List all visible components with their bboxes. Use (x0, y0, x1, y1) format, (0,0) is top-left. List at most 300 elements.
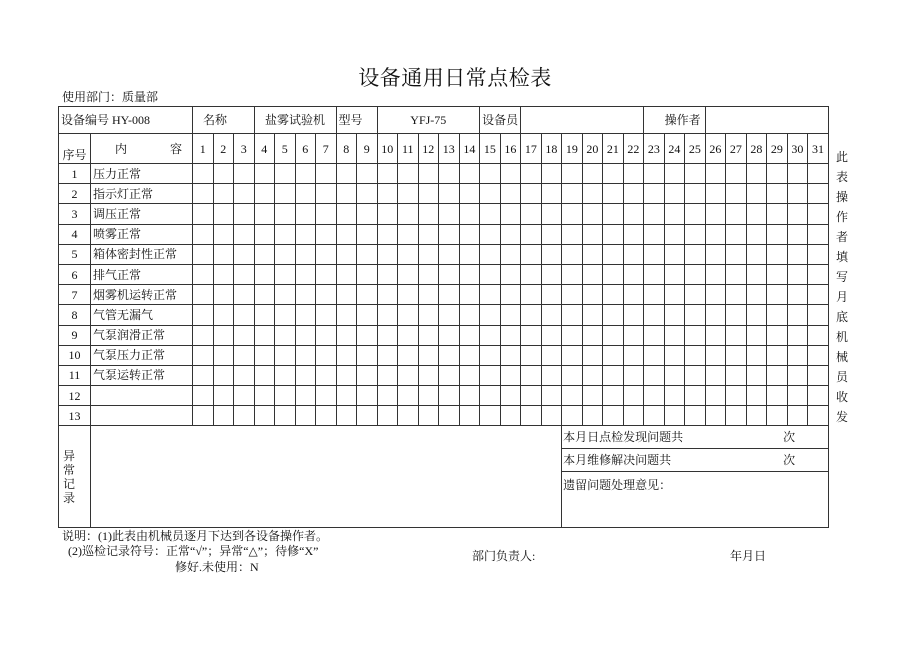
check-cell (316, 345, 337, 365)
check-cell (726, 244, 747, 264)
check-cell (336, 325, 357, 345)
check-cell (541, 406, 562, 426)
check-cell (521, 406, 542, 426)
check-cell (500, 204, 521, 224)
check-cell (562, 305, 583, 325)
abnormal-row-found (59, 426, 829, 449)
check-cell (213, 325, 234, 345)
check-cell (767, 264, 788, 284)
check-cell (664, 406, 685, 426)
check-cell (644, 325, 665, 345)
check-cell (234, 365, 255, 385)
check-cell (357, 365, 378, 385)
column-header-row (59, 134, 829, 164)
check-cell (357, 224, 378, 244)
check-cell (439, 365, 460, 385)
check-cell (336, 184, 357, 204)
check-cell (521, 244, 542, 264)
item-seq: 10 (59, 345, 91, 365)
check-cell (439, 264, 460, 284)
check-cell (336, 285, 357, 305)
check-cell (439, 386, 460, 406)
day-header-24: 24 (664, 134, 685, 164)
form-title: 设备通用日常点检表 (358, 66, 552, 90)
check-cell (234, 345, 255, 365)
item-content: 排气正常 (91, 264, 193, 284)
name-value: 盐雾试验机 (254, 107, 336, 134)
check-cell (439, 244, 460, 264)
footnote-1: 说明：(1)此表由机械员逐月下达到各设备操作者。 (62, 529, 328, 543)
check-cell (726, 365, 747, 385)
check-cell (685, 244, 706, 264)
day-header-31: 31 (808, 134, 829, 164)
check-cell (193, 224, 214, 244)
check-cell (316, 305, 337, 325)
check-cell (521, 386, 542, 406)
item-seq: 6 (59, 264, 91, 284)
check-cell (808, 386, 829, 406)
check-cell (213, 264, 234, 284)
item-row (59, 264, 829, 284)
check-cell (685, 325, 706, 345)
check-cell (726, 285, 747, 305)
check-cell (418, 184, 439, 204)
check-cell (193, 365, 214, 385)
check-cell (295, 406, 316, 426)
check-cell (459, 386, 480, 406)
check-cell (623, 164, 644, 184)
check-cell (521, 164, 542, 184)
day-header-8: 8 (336, 134, 357, 164)
check-cell (459, 325, 480, 345)
check-cell (213, 224, 234, 244)
check-cell (275, 386, 296, 406)
day-header-29: 29 (767, 134, 788, 164)
check-cell (562, 365, 583, 385)
check-cell (459, 164, 480, 184)
remaining-issues-cell (562, 472, 829, 528)
check-cell (521, 365, 542, 385)
check-cell (705, 386, 726, 406)
check-cell (521, 345, 542, 365)
item-row (59, 406, 829, 426)
check-cell (193, 345, 214, 365)
day-header-23: 23 (644, 134, 665, 164)
check-cell (254, 224, 275, 244)
check-cell (295, 325, 316, 345)
check-cell (336, 224, 357, 244)
check-cell (746, 164, 767, 184)
check-cell (767, 386, 788, 406)
equipment-info-row (59, 107, 829, 134)
check-cell (726, 406, 747, 426)
check-cell (439, 164, 460, 184)
model-label: 型号 (336, 107, 377, 134)
day-header-9: 9 (357, 134, 378, 164)
check-cell (685, 285, 706, 305)
check-cell (603, 224, 624, 244)
item-row (59, 365, 829, 385)
item-seq: 7 (59, 285, 91, 305)
check-cell (603, 204, 624, 224)
check-cell (746, 345, 767, 365)
check-cell (480, 406, 501, 426)
day-header-5: 5 (275, 134, 296, 164)
item-row (59, 244, 829, 264)
check-cell (254, 386, 275, 406)
item-row (59, 204, 829, 224)
check-cell (787, 204, 808, 224)
check-cell (336, 164, 357, 184)
check-cell (705, 224, 726, 244)
check-cell (705, 325, 726, 345)
item-row (59, 325, 829, 345)
check-cell (418, 305, 439, 325)
check-cell (316, 164, 337, 184)
check-cell (193, 325, 214, 345)
check-cell (808, 224, 829, 244)
check-cell (377, 244, 398, 264)
check-cell (234, 264, 255, 284)
check-cell (705, 305, 726, 325)
item-seq: 9 (59, 325, 91, 345)
check-cell (644, 164, 665, 184)
check-cell (213, 164, 234, 184)
check-cell (439, 325, 460, 345)
check-cell (480, 345, 501, 365)
check-cell (336, 365, 357, 385)
item-seq: 12 (59, 386, 91, 406)
inspection-table (58, 106, 829, 528)
day-header-12: 12 (418, 134, 439, 164)
check-cell (562, 264, 583, 284)
check-cell (521, 224, 542, 244)
check-cell (439, 184, 460, 204)
check-cell (787, 285, 808, 305)
check-cell (603, 406, 624, 426)
item-content: 箱体密封性正常 (91, 244, 193, 264)
check-cell (459, 224, 480, 244)
check-cell (726, 305, 747, 325)
check-cell (644, 365, 665, 385)
check-cell (398, 204, 419, 224)
check-cell (480, 386, 501, 406)
check-cell (746, 365, 767, 385)
check-cell (623, 244, 644, 264)
check-cell (480, 264, 501, 284)
item-seq: 11 (59, 365, 91, 385)
day-header-15: 15 (480, 134, 501, 164)
check-cell (213, 406, 234, 426)
check-cell (808, 164, 829, 184)
item-row (59, 184, 829, 204)
check-cell (480, 184, 501, 204)
check-cell (398, 345, 419, 365)
check-cell (234, 204, 255, 224)
check-cell (377, 305, 398, 325)
check-cell (582, 305, 603, 325)
check-cell (275, 224, 296, 244)
check-cell (500, 386, 521, 406)
check-cell (398, 285, 419, 305)
check-cell (459, 204, 480, 224)
day-header-2: 2 (213, 134, 234, 164)
item-seq: 2 (59, 184, 91, 204)
department-label: 使用部门：质量部 (62, 90, 159, 104)
check-cell (726, 386, 747, 406)
check-cell (439, 345, 460, 365)
check-cell (521, 204, 542, 224)
check-cell (562, 345, 583, 365)
check-cell (623, 365, 644, 385)
name-label: 名称 (193, 107, 255, 134)
day-header-27: 27 (726, 134, 747, 164)
solved-count-line (562, 450, 828, 471)
check-cell (582, 406, 603, 426)
day-header-26: 26 (705, 134, 726, 164)
check-cell (685, 345, 706, 365)
check-cell (746, 264, 767, 284)
check-cell (295, 224, 316, 244)
item-seq: 8 (59, 305, 91, 325)
check-cell (357, 325, 378, 345)
check-cell (562, 406, 583, 426)
check-cell (377, 285, 398, 305)
check-cell (316, 264, 337, 284)
check-cell (193, 204, 214, 224)
check-cell (644, 224, 665, 244)
check-cell (623, 305, 644, 325)
check-cell (664, 285, 685, 305)
check-cell (398, 224, 419, 244)
check-cell (582, 224, 603, 244)
check-cell (562, 224, 583, 244)
check-cell (541, 325, 562, 345)
check-cell (398, 244, 419, 264)
check-cell (644, 204, 665, 224)
day-header-18: 18 (541, 134, 562, 164)
check-cell (767, 285, 788, 305)
check-cell (275, 325, 296, 345)
solved-count-unit: 次 (783, 452, 796, 467)
check-cell (254, 285, 275, 305)
check-cell (808, 244, 829, 264)
check-cell (685, 164, 706, 184)
check-cell (685, 406, 706, 426)
check-cell (254, 204, 275, 224)
day-header-30: 30 (787, 134, 808, 164)
check-cell (787, 325, 808, 345)
check-cell (377, 184, 398, 204)
check-cell (767, 345, 788, 365)
check-cell (295, 365, 316, 385)
check-cell (500, 244, 521, 264)
check-cell (623, 386, 644, 406)
check-cell (418, 325, 439, 345)
check-cell (193, 184, 214, 204)
check-cell (193, 164, 214, 184)
check-cell (767, 224, 788, 244)
check-cell (644, 244, 665, 264)
check-cell (500, 224, 521, 244)
check-cell (398, 305, 419, 325)
item-row (59, 345, 829, 365)
equipment-number: 设备编号 HY-008 (59, 107, 193, 134)
check-cell (685, 224, 706, 244)
check-cell (623, 285, 644, 305)
check-cell (521, 285, 542, 305)
check-cell (377, 224, 398, 244)
check-cell (562, 325, 583, 345)
check-cell (685, 365, 706, 385)
abnormal-record-area (91, 426, 562, 528)
check-cell (193, 244, 214, 264)
check-cell (521, 305, 542, 325)
content-header: 内 容 (91, 134, 193, 164)
check-cell (295, 204, 316, 224)
check-cell (357, 184, 378, 204)
check-cell (480, 244, 501, 264)
check-cell (787, 305, 808, 325)
item-row (59, 386, 829, 406)
check-cell (439, 406, 460, 426)
check-cell (726, 204, 747, 224)
check-cell (644, 406, 665, 426)
check-cell (213, 345, 234, 365)
check-cell (275, 305, 296, 325)
found-count-cell (562, 426, 829, 449)
check-cell (767, 406, 788, 426)
check-cell (418, 386, 439, 406)
check-cell (357, 164, 378, 184)
check-cell (623, 325, 644, 345)
check-cell (275, 406, 296, 426)
day-header-21: 21 (603, 134, 624, 164)
check-cell (418, 365, 439, 385)
check-cell (213, 244, 234, 264)
solved-count-cell (562, 449, 829, 472)
footnote-3: 修好.未使用：N (175, 560, 259, 574)
day-header-20: 20 (582, 134, 603, 164)
day-header-13: 13 (439, 134, 460, 164)
check-cell (623, 204, 644, 224)
check-cell (808, 345, 829, 365)
check-cell (418, 406, 439, 426)
check-cell (623, 184, 644, 204)
check-cell (398, 406, 419, 426)
check-cell (213, 305, 234, 325)
check-cell (623, 406, 644, 426)
check-cell (787, 184, 808, 204)
check-cell (213, 365, 234, 385)
check-cell (603, 244, 624, 264)
found-count-line (562, 427, 828, 448)
check-cell (316, 325, 337, 345)
day-header-28: 28 (746, 134, 767, 164)
check-cell (541, 386, 562, 406)
check-cell (787, 406, 808, 426)
item-row (59, 164, 829, 184)
check-cell (254, 406, 275, 426)
check-cell (459, 345, 480, 365)
check-cell (234, 184, 255, 204)
check-cell (767, 164, 788, 184)
check-cell (767, 325, 788, 345)
day-header-16: 16 (500, 134, 521, 164)
check-cell (275, 365, 296, 385)
check-cell (705, 345, 726, 365)
check-cell (541, 305, 562, 325)
check-cell (500, 164, 521, 184)
check-cell (787, 244, 808, 264)
check-cell (541, 164, 562, 184)
check-cell (582, 164, 603, 184)
item-content: 压力正常 (91, 164, 193, 184)
check-cell (808, 406, 829, 426)
check-cell (808, 264, 829, 284)
check-cell (336, 406, 357, 426)
abnormal-record-section (59, 426, 829, 528)
item-content: 气管无漏气 (91, 305, 193, 325)
item-content: 调压正常 (91, 204, 193, 224)
check-cell (685, 184, 706, 204)
check-cell (193, 285, 214, 305)
check-cell (357, 386, 378, 406)
check-cell (562, 386, 583, 406)
check-cell (787, 386, 808, 406)
check-cell (746, 406, 767, 426)
check-cell (213, 285, 234, 305)
check-cell (295, 164, 316, 184)
check-cell (377, 386, 398, 406)
check-cell (336, 204, 357, 224)
check-cell (357, 305, 378, 325)
day-header-4: 4 (254, 134, 275, 164)
check-cell (336, 386, 357, 406)
check-cell (480, 305, 501, 325)
check-cell (316, 386, 337, 406)
check-cell (275, 264, 296, 284)
check-cell (418, 285, 439, 305)
model-value: YFJ-75 (377, 107, 480, 134)
check-cell (726, 184, 747, 204)
check-cell (746, 224, 767, 244)
check-cell (664, 184, 685, 204)
item-content: 烟雾机运转正常 (91, 285, 193, 305)
check-cell (275, 204, 296, 224)
check-cell (336, 305, 357, 325)
check-cell (705, 244, 726, 264)
check-cell (767, 305, 788, 325)
check-cell (295, 184, 316, 204)
check-cell (357, 264, 378, 284)
check-cell (541, 184, 562, 204)
check-cell (582, 325, 603, 345)
item-content (91, 386, 193, 406)
day-header-1: 1 (193, 134, 214, 164)
check-cell (213, 386, 234, 406)
item-seq: 3 (59, 204, 91, 224)
day-header-22: 22 (623, 134, 644, 164)
check-cell (459, 365, 480, 385)
check-cell (541, 204, 562, 224)
check-cell (500, 305, 521, 325)
check-cell (459, 264, 480, 284)
department-head-label: 部门负责人: (472, 549, 536, 563)
check-cell (808, 285, 829, 305)
item-content: 气泵压力正常 (91, 345, 193, 365)
check-cell (746, 285, 767, 305)
